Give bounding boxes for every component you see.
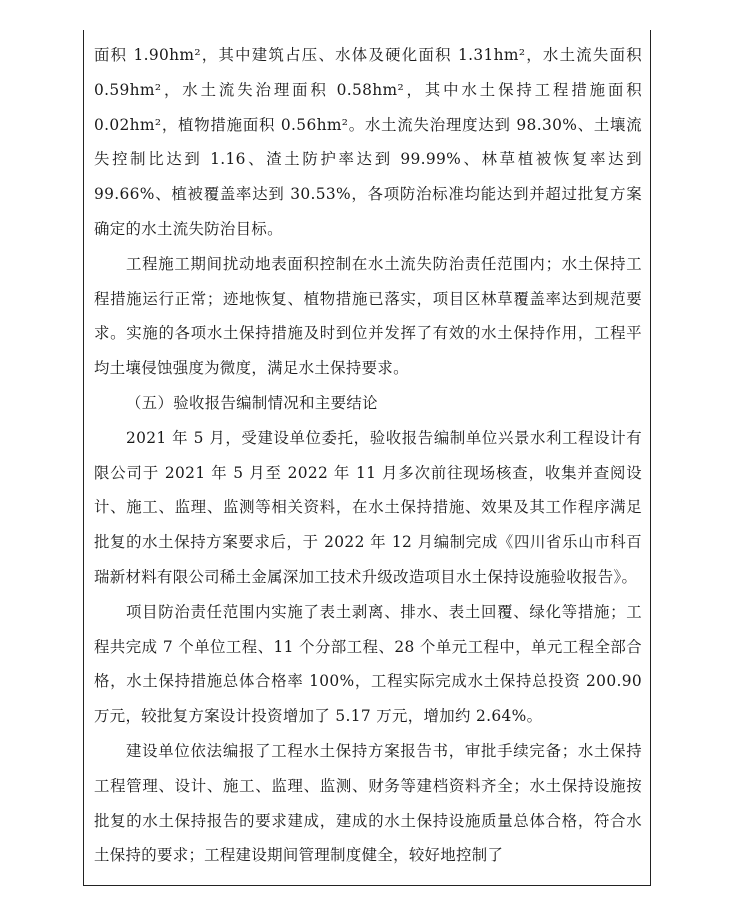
section-heading: （五）验收报告编制情况和主要结论	[126, 393, 378, 412]
paragraph-measures-investment: 项目防治责任范围内实施了表土剥离、排水、表土回覆、绿化等措施；工程共完成 7 个单位工程、11 个分部工程、28 个单元工程中，单元工程全部合格，水土保持措施总体合格率 100%，工程实际完成水土保持总投资 200.90 万元，较批复方案设计投资增加了 5.17 万元，增加约 2.64%。	[94, 602, 642, 726]
paragraph-construction-control: 工程施工期间扰动地表面积控制在水土流失防治责任范围内；水土保持工程措施运行正常；迹地恢复、植物措施已落实，项目区林草覆盖率达到规范要求。实施的各项水土保持措施及时到位并发挥了有效的水土保持作用，工程平均土壤侵蚀强度为微度，满足水土保持要求。	[94, 254, 642, 378]
paragraph-report-preparation: 2021 年 5 月，受建设单位委托，验收报告编制单位兴景水利工程设计有限公司于 2021 年 5 月至 2022 年 11 月多次前往现场核查，收集并查阅设计、施工、监理、监测等相关资料，在水土保持措施、效果及其工作程序满足批复的水土保持方案要求后，于 2022 年 12 月编制完成《四川省乐山市科百瑞新材料有限公司稀土金属深加工技术升级改造项目水土保持设施验收报告》。	[94, 428, 642, 586]
paragraph-area-summary: 面积 1.90hm²，其中建筑占压、水体及硬化面积 1.31hm²，水土流失面积 0.59hm²，水土流失治理面积 0.58hm²，其中水土保持工程措施面积 0.02hm²，植物措施面积 0.56hm²。水土流失治理度达到 98.30%、土壤流失控制比达到 1.16、渣土防护率达到 99.99%、林草植被恢复率达到 99.66%、植被覆盖率达到 30.53%，各项防治标准均能达到并超过批复方案确定的水土流失防治目标。	[94, 46, 642, 238]
document-body	[94, 38, 642, 873]
paragraph-management-conclusion: 建设单位依法编报了工程水土保持方案报告书，审批手续完备；水土保持工程管理、设计、施工、监理、监测、财务等建档资料齐全；水土保持设施按批复的水土保持报告的要求建成，建成的水土保持设施质量总体合格，符合水土保持的要求；工程建设期间管理制度健全，较好地控制了	[94, 741, 642, 865]
